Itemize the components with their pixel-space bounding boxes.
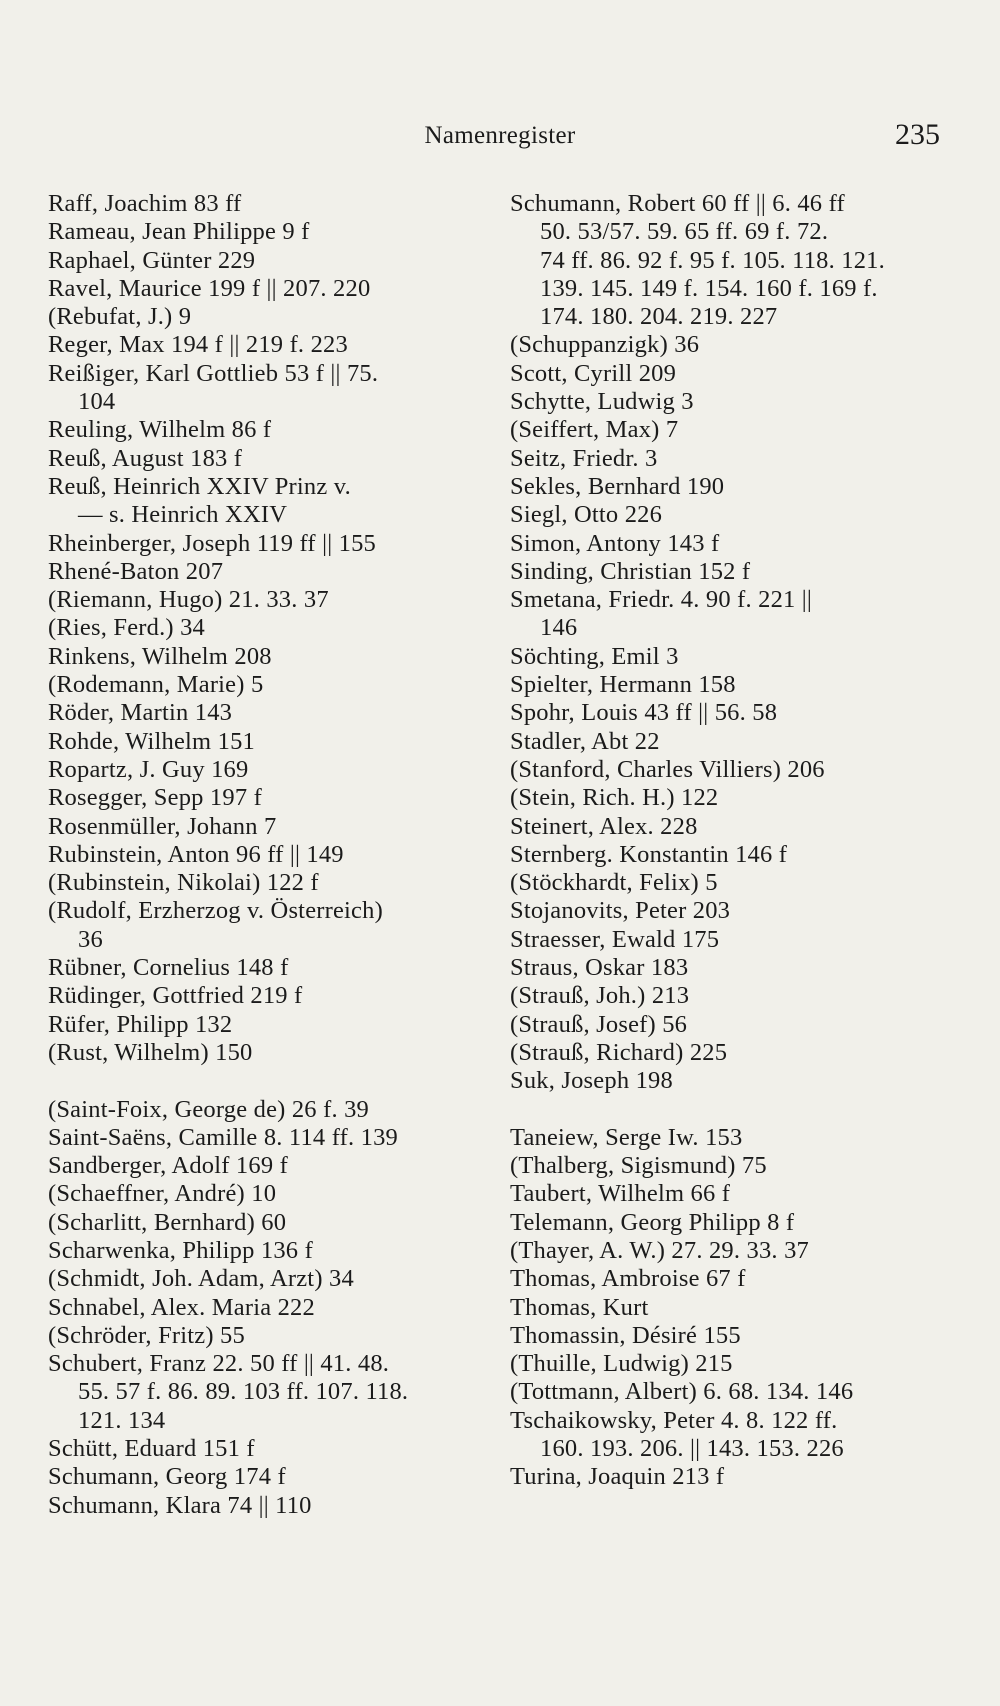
index-entry: (Stöckhardt, Felix) 5 — [510, 869, 718, 897]
index-entry: (Seiffert, Max) 7 — [510, 416, 679, 444]
index-entry: Rhené-Baton 207 — [48, 557, 224, 585]
index-entry: Rosegger, Sepp 197 f — [48, 784, 262, 812]
page-header-title: Namenregister — [424, 122, 576, 149]
index-entry: Sinding, Christian 152 f — [510, 557, 751, 585]
index-entry: Simon, Antony 143 f — [510, 529, 720, 557]
index-entry: Raphael, Günter 229 — [48, 246, 256, 274]
right-index-column — [510, 190, 970, 1492]
index-entry: Straesser, Ewald 175 — [510, 925, 720, 953]
index-entry: Ropartz, J. Guy 169 — [48, 755, 249, 783]
index-entry: Rubinstein, Anton 96 ff || 149 — [48, 840, 344, 868]
index-entry: Ravel, Maurice 199 f || 207. 220 — [48, 274, 371, 302]
index-entry: Taubert, Wilhelm 66 f — [510, 1180, 731, 1208]
index-entry: (Schröder, Fritz) 55 — [48, 1321, 245, 1349]
index-entry: (Ries, Ferd.) 34 — [48, 614, 205, 642]
index-entry: Sekles, Bernhard 190 — [510, 472, 725, 500]
left-index-column — [48, 190, 488, 1520]
index-entry-continuation: 160. 193. 206. || 143. 153. 226 — [540, 1435, 844, 1463]
index-entry: Siegl, Otto 226 — [510, 501, 663, 529]
page-number: 235 — [895, 118, 940, 151]
index-entry-continuation: 55. 57 f. 86. 89. 103 ff. 107. 118. — [78, 1378, 409, 1406]
index-entry: Thomas, Kurt — [510, 1293, 649, 1321]
index-entry: Seitz, Friedr. 3 — [510, 444, 658, 472]
index-entry: Schumann, Georg 174 f — [48, 1463, 286, 1491]
index-entry: Rohde, Wilhelm 151 — [48, 727, 255, 755]
index-entry: Steinert, Alex. 228 — [510, 812, 698, 840]
index-entry-continuation: 104 — [78, 388, 116, 416]
index-entry: Stadler, Abt 22 — [510, 727, 660, 755]
index-entry: (Schmidt, Joh. Adam, Arzt) 34 — [48, 1265, 354, 1293]
index-entry: Schumann, Klara 74 || 110 — [48, 1491, 312, 1519]
index-entry: Turina, Joaquin 213 f — [510, 1463, 725, 1491]
index-entry-continuation: 174. 180. 204. 219. 227 — [540, 303, 778, 331]
index-entry: Suk, Joseph 198 — [510, 1067, 673, 1095]
index-entry: Spielter, Hermann 158 — [510, 671, 736, 699]
index-entry: Söchting, Emil 3 — [510, 642, 679, 670]
index-entry: Taneiew, Serge Iw. 153 — [510, 1123, 743, 1151]
index-entry: Thomas, Ambroise 67 f — [510, 1265, 746, 1293]
index-entry: Rosenmüller, Johann 7 — [48, 812, 277, 840]
index-entry: (Thalberg, Sigismund) 75 — [510, 1152, 767, 1180]
index-entry-continuation: 36 — [78, 925, 103, 953]
index-entry: Stojanovits, Peter 203 — [510, 897, 731, 925]
index-entry: Straus, Oskar 183 — [510, 954, 689, 982]
index-entry: Rüdinger, Gottfried 219 f — [48, 982, 303, 1010]
index-entry: Rameau, Jean Philippe 9 f — [48, 218, 310, 246]
index-entry: (Rudolf, Erzherzog v. Österreich) — [48, 897, 383, 925]
index-entry: (Schaeffner, André) 10 — [48, 1180, 277, 1208]
index-entry-continuation: 121. 134 — [78, 1406, 166, 1434]
index-entry: (Stein, Rich. H.) 122 — [510, 784, 719, 812]
index-entry: Thomassin, Désiré 155 — [510, 1321, 741, 1349]
index-entry: (Thayer, A. W.) 27. 29. 33. 37 — [510, 1236, 809, 1264]
index-entry: Reuß, Heinrich XXIV Prinz v. — [48, 472, 351, 500]
section-gap — [48, 1067, 488, 1095]
index-entry-continuation: 74 ff. 86. 92 f. 95 f. 105. 118. 121. — [540, 246, 885, 274]
index-entry: Saint-Saëns, Camille 8. 114 ff. 139 — [48, 1123, 398, 1151]
index-entry: Telemann, Georg Philipp 8 f — [510, 1208, 795, 1236]
index-entry: Smetana, Friedr. 4. 90 f. 221 || — [510, 586, 813, 614]
index-entry: Spohr, Louis 43 ff || 56. 58 — [510, 699, 778, 727]
index-entry: Röder, Martin 143 — [48, 699, 233, 727]
index-entry-continuation: — s. Heinrich XXIV — [78, 501, 288, 529]
index-entry: (Rubinstein, Nikolai) 122 f — [48, 869, 319, 897]
index-entry: Sternberg. Konstantin 146 f — [510, 840, 788, 868]
index-entry: Reißiger, Karl Gottlieb 53 f || 75. — [48, 359, 379, 387]
index-entry: (Strauß, Josef) 56 — [510, 1010, 688, 1038]
index-entry: Rheinberger, Joseph 119 ff || 155 — [48, 529, 376, 557]
index-entry: Scott, Cyrill 209 — [510, 359, 677, 387]
index-entry-continuation: 139. 145. 149 f. 154. 160 f. 169 f. — [540, 274, 878, 302]
index-entry: (Tottmann, Albert) 6. 68. 134. 146 — [510, 1378, 854, 1406]
index-entry: (Stanford, Charles Villiers) 206 — [510, 755, 825, 783]
index-entry: Scharwenka, Philipp 136 f — [48, 1236, 313, 1264]
index-entry: (Strauß, Joh.) 213 — [510, 982, 690, 1010]
index-entry-continuation: 146 — [540, 614, 578, 642]
index-entry: Schytte, Ludwig 3 — [510, 388, 694, 416]
index-entry: Reger, Max 194 f || 219 f. 223 — [48, 331, 348, 359]
index-entry: (Rodemann, Marie) 5 — [48, 671, 264, 699]
index-entry: Schumann, Robert 60 ff || 6. 46 ff — [510, 190, 845, 217]
index-entry: (Scharlitt, Bernhard) 60 — [48, 1208, 287, 1236]
index-entry: (Riemann, Hugo) 21. 33. 37 — [48, 586, 329, 614]
section-gap — [510, 1096, 970, 1124]
index-entry-continuation: 50. 53/57. 59. 65 ff. 69 f. 72. — [540, 218, 829, 246]
index-entry: Reuling, Wilhelm 86 f — [48, 416, 272, 444]
index-entry: (Schuppanzigk) 36 — [510, 331, 700, 359]
index-entry: Rübner, Cornelius 148 f — [48, 954, 289, 982]
index-entry: Sandberger, Adolf 169 f — [48, 1152, 288, 1180]
index-entry: Reuß, August 183 f — [48, 444, 243, 472]
index-entry: Schnabel, Alex. Maria 222 — [48, 1293, 315, 1321]
index-entry: (Saint-Foix, George de) 26 f. 39 — [48, 1095, 369, 1123]
index-entry: (Rust, Wilhelm) 150 — [48, 1038, 253, 1066]
index-entry: (Thuille, Ludwig) 215 — [510, 1350, 733, 1378]
index-entry: Tschaikowsky, Peter 4. 8. 122 ff. — [510, 1406, 838, 1434]
index-entry: Raff, Joachim 83 ff — [48, 190, 242, 217]
index-entry: Schütt, Eduard 151 f — [48, 1435, 255, 1463]
index-entry: (Rebufat, J.) 9 — [48, 303, 192, 331]
index-entry: Rüfer, Philipp 132 — [48, 1010, 233, 1038]
index-entry: (Strauß, Richard) 225 — [510, 1038, 728, 1066]
index-entry: Rinkens, Wilhelm 208 — [48, 642, 272, 670]
index-entry: Schubert, Franz 22. 50 ff || 41. 48. — [48, 1350, 390, 1378]
